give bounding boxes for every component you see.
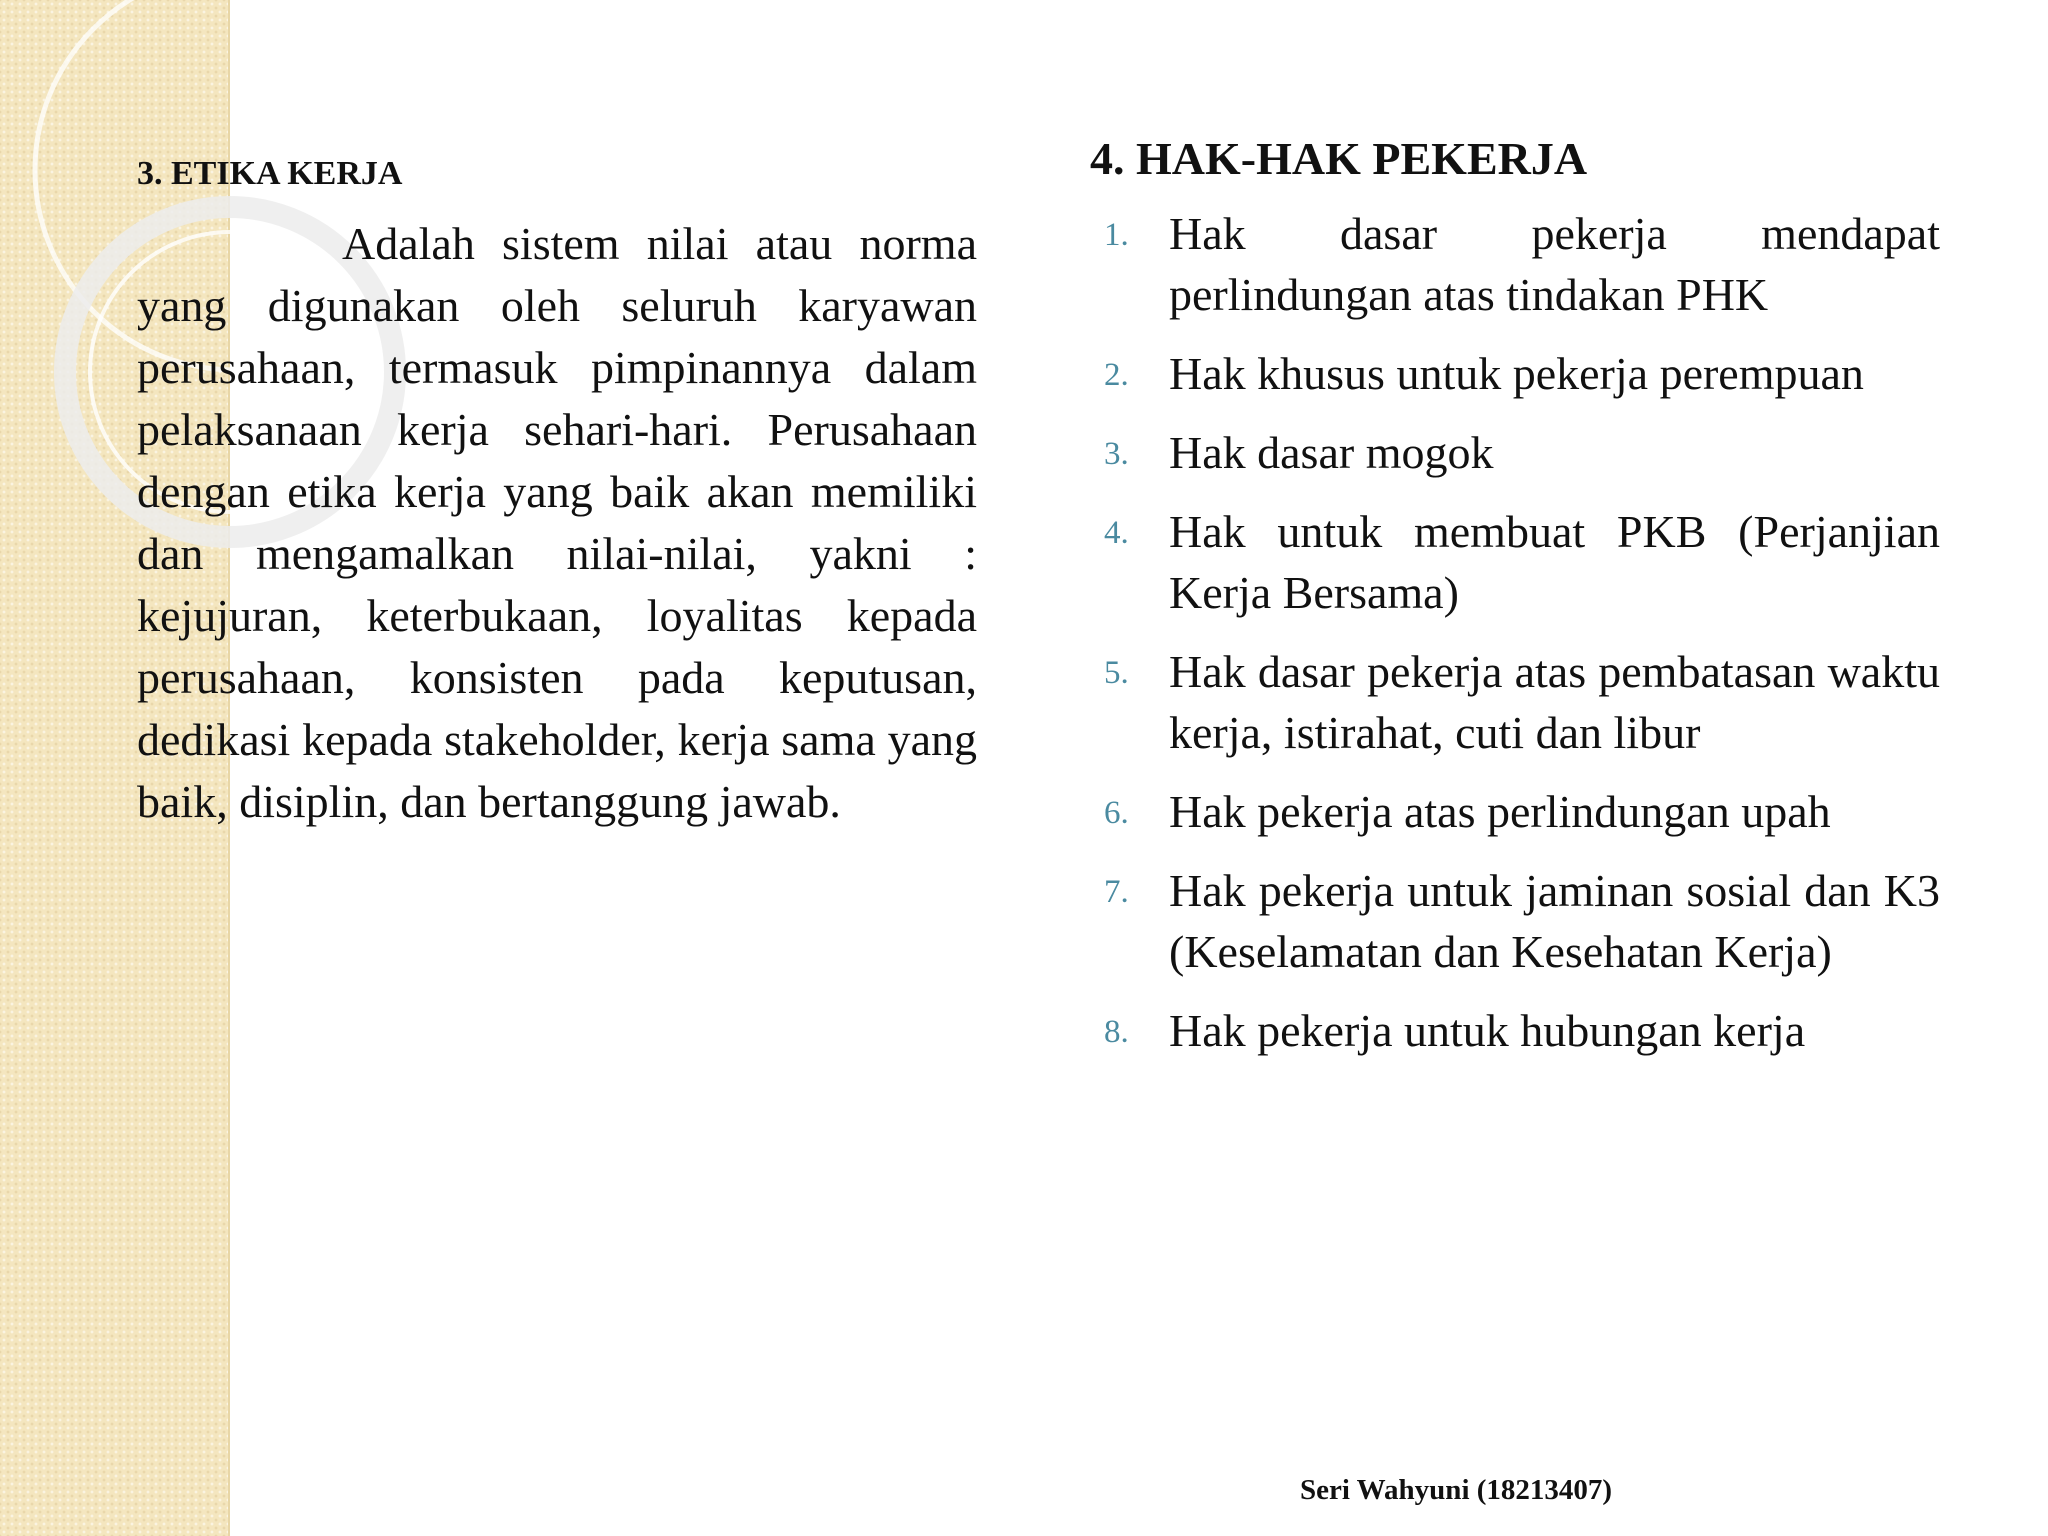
list-item-text: Hak khusus untuk pekerja perempuan — [1169, 348, 1864, 399]
list-item-number: 1. — [1104, 217, 1129, 253]
list-item-number: 5. — [1104, 655, 1129, 691]
list-item-text: Hak pekerja untuk hubungan kerja — [1169, 1005, 1806, 1056]
list-item — [1090, 1000, 1940, 1061]
etika-kerja-paragraph: Adalah sistem nilai atau norma yang digunakan oleh seluruh karyawan perusahaan, termasuk pimpinannya dalam pelaksanaan kerja sehari-hari. Perusahaan dengan etika kerja yang baik akan memiliki dan mengamalkan nilai-nilai, yakni : kejujuran, keterbukaan, loyalitas kepada perusahaan, konsisten pada keputusan, dedikasi kepada stakeholder, kerja sama yang baik, disiplin, dan bertanggung jawab. — [137, 218, 977, 827]
list-item-text: Hak pekerja untuk jaminan sosial dan K3 (Keselamatan dan Kesehatan Kerja) — [1169, 865, 1940, 977]
list-item — [1090, 501, 1940, 623]
right-column — [1090, 132, 1940, 1079]
list-item-number: 2. — [1104, 357, 1129, 393]
list-item-text: Hak dasar pekerja mendapat perlindungan atas tindakan PHK — [1169, 208, 1940, 320]
rights-list — [1090, 203, 1940, 1061]
list-item-text: Hak pekerja atas perlindungan upah — [1169, 786, 1831, 837]
list-item-number: 6. — [1104, 795, 1129, 831]
list-item-number: 3. — [1104, 436, 1129, 472]
list-item — [1090, 781, 1940, 842]
list-item — [1090, 203, 1940, 325]
author-footer: Seri Wahyuni (18213407) — [1300, 1474, 1613, 1506]
list-item — [1090, 641, 1940, 763]
list-item — [1090, 860, 1940, 982]
list-item-number: 8. — [1104, 1014, 1129, 1050]
section-heading-hak-pekerja: 4. HAK-HAK PEKERJA — [1090, 133, 1588, 184]
list-item-text: Hak dasar mogok — [1169, 427, 1494, 478]
list-item — [1090, 343, 1940, 404]
section-heading-etika-kerja: 3. ETIKA KERJA — [137, 155, 403, 192]
list-item-number: 4. — [1104, 515, 1129, 551]
list-item — [1090, 422, 1940, 483]
left-column — [137, 155, 977, 833]
list-item-number: 7. — [1104, 874, 1129, 910]
list-item-text: Hak dasar pekerja atas pembatasan waktu kerja, istirahat, cuti dan libur — [1169, 646, 1940, 758]
list-item-text: Hak untuk membuat PKB (Perjanjian Kerja Bersama) — [1169, 506, 1940, 618]
